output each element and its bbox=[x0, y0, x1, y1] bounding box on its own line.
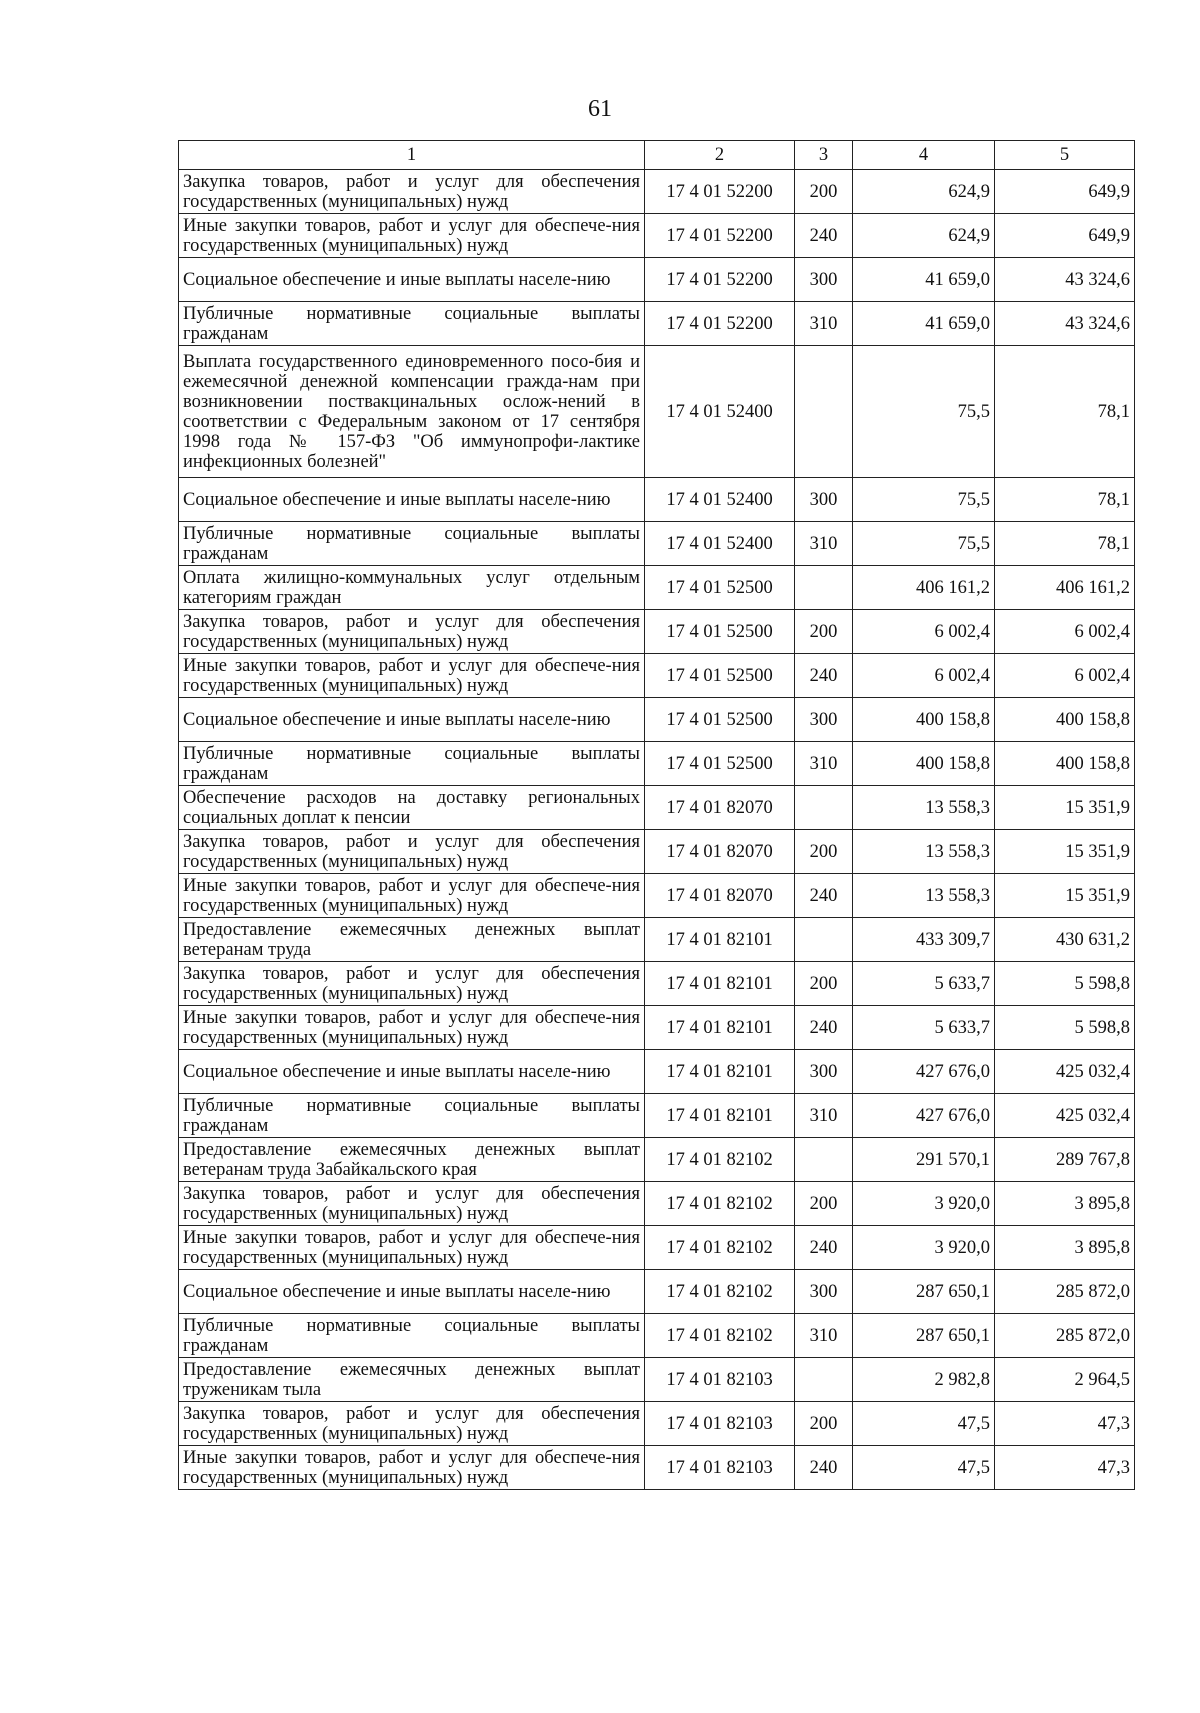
row-type-code bbox=[795, 918, 853, 962]
row-value-col4: 47,5 bbox=[853, 1402, 995, 1446]
row-code: 17 4 01 82102 bbox=[645, 1138, 795, 1182]
row-code: 17 4 01 52400 bbox=[645, 522, 795, 566]
row-description: Иные закупки товаров, работ и услуг для обеспече-ния государственных (муниципальных) нужд bbox=[179, 654, 645, 698]
row-type-code: 200 bbox=[795, 1182, 853, 1226]
row-description: Социальное обеспечение и иные выплаты населе-нию bbox=[179, 698, 645, 742]
row-code: 17 4 01 52400 bbox=[645, 478, 795, 522]
row-value-col4: 75,5 bbox=[853, 346, 995, 478]
table-row bbox=[179, 478, 1135, 522]
row-value-col4: 41 659,0 bbox=[853, 302, 995, 346]
table-row bbox=[179, 962, 1135, 1006]
row-value-col5: 5 598,8 bbox=[995, 962, 1135, 1006]
table-row bbox=[179, 1446, 1135, 1490]
row-type-code: 300 bbox=[795, 1050, 853, 1094]
row-description: Публичные нормативные социальные выплаты гражданам bbox=[179, 742, 645, 786]
row-value-col5: 425 032,4 bbox=[995, 1094, 1135, 1138]
row-description: Закупка товаров, работ и услуг для обеспечения государственных (муниципальных) нужд bbox=[179, 962, 645, 1006]
row-type-code: 200 bbox=[795, 962, 853, 1006]
row-type-code bbox=[795, 566, 853, 610]
row-code: 17 4 01 82102 bbox=[645, 1226, 795, 1270]
table-row bbox=[179, 170, 1135, 214]
row-code: 17 4 01 82101 bbox=[645, 962, 795, 1006]
row-value-col4: 427 676,0 bbox=[853, 1050, 995, 1094]
row-type-code: 200 bbox=[795, 1402, 853, 1446]
row-code: 17 4 01 82070 bbox=[645, 786, 795, 830]
page-number: 61 bbox=[588, 96, 612, 122]
row-description: Публичные нормативные социальные выплаты гражданам bbox=[179, 1094, 645, 1138]
row-value-col5: 78,1 bbox=[995, 478, 1135, 522]
row-value-col4: 400 158,8 bbox=[853, 698, 995, 742]
row-code: 17 4 01 82102 bbox=[645, 1314, 795, 1358]
row-value-col5: 285 872,0 bbox=[995, 1314, 1135, 1358]
row-description: Иные закупки товаров, работ и услуг для обеспече-ния государственных (муниципальных) нужд bbox=[179, 214, 645, 258]
row-value-col5: 15 351,9 bbox=[995, 874, 1135, 918]
table-row bbox=[179, 1226, 1135, 1270]
row-value-col4: 427 676,0 bbox=[853, 1094, 995, 1138]
row-value-col4: 6 002,4 bbox=[853, 654, 995, 698]
row-value-col4: 5 633,7 bbox=[853, 962, 995, 1006]
table-row bbox=[179, 742, 1135, 786]
row-code: 17 4 01 52500 bbox=[645, 566, 795, 610]
row-code: 17 4 01 82103 bbox=[645, 1358, 795, 1402]
row-value-col4: 3 920,0 bbox=[853, 1226, 995, 1270]
row-value-col4: 6 002,4 bbox=[853, 610, 995, 654]
row-description: Закупка товаров, работ и услуг для обеспечения государственных (муниципальных) нужд bbox=[179, 830, 645, 874]
row-value-col4: 624,9 bbox=[853, 214, 995, 258]
table-row bbox=[179, 874, 1135, 918]
row-description: Предоставление ежемесячных денежных выплат труженикам тыла bbox=[179, 1358, 645, 1402]
row-type-code: 310 bbox=[795, 522, 853, 566]
row-value-col5: 3 895,8 bbox=[995, 1226, 1135, 1270]
row-description: Социальное обеспечение и иные выплаты населе-нию bbox=[179, 478, 645, 522]
row-description: Иные закупки товаров, работ и услуг для обеспече-ния государственных (муниципальных) нужд bbox=[179, 1226, 645, 1270]
row-value-col5: 649,9 bbox=[995, 214, 1135, 258]
row-value-col4: 3 920,0 bbox=[853, 1182, 995, 1226]
row-code: 17 4 01 82070 bbox=[645, 830, 795, 874]
row-description: Закупка товаров, работ и услуг для обеспечения государственных (муниципальных) нужд bbox=[179, 1402, 645, 1446]
row-value-col5: 6 002,4 bbox=[995, 654, 1135, 698]
row-code: 17 4 01 82070 bbox=[645, 874, 795, 918]
table-row bbox=[179, 302, 1135, 346]
row-type-code bbox=[795, 1138, 853, 1182]
row-code: 17 4 01 52200 bbox=[645, 302, 795, 346]
row-type-code: 310 bbox=[795, 742, 853, 786]
row-value-col4: 47,5 bbox=[853, 1446, 995, 1490]
row-value-col4: 291 570,1 bbox=[853, 1138, 995, 1182]
table-row bbox=[179, 1314, 1135, 1358]
row-value-col5: 649,9 bbox=[995, 170, 1135, 214]
row-description: Социальное обеспечение и иные выплаты населе-нию bbox=[179, 258, 645, 302]
row-description: Публичные нормативные социальные выплаты гражданам bbox=[179, 522, 645, 566]
row-code: 17 4 01 82103 bbox=[645, 1446, 795, 1490]
row-type-code: 240 bbox=[795, 1226, 853, 1270]
row-description: Оплата жилищно-коммунальных услуг отдельным категориям граждан bbox=[179, 566, 645, 610]
row-value-col5: 400 158,8 bbox=[995, 698, 1135, 742]
row-value-col4: 624,9 bbox=[853, 170, 995, 214]
row-value-col4: 406 161,2 bbox=[853, 566, 995, 610]
table-row bbox=[179, 1050, 1135, 1094]
row-description: Публичные нормативные социальные выплаты гражданам bbox=[179, 1314, 645, 1358]
table-row bbox=[179, 566, 1135, 610]
row-value-col5: 430 631,2 bbox=[995, 918, 1135, 962]
row-description: Закупка товаров, работ и услуг для обеспечения государственных (муниципальных) нужд bbox=[179, 610, 645, 654]
row-description: Выплата государственного единовременного посо-бия и ежемесячной денежной компенсации гражда-нам при возникновении поствакцинальных ослож-нений в соответствии с Федеральным законом от 17 сентября 1998 года № 157-ФЗ "Об иммунопрофи-лактике инфекционных болезней" bbox=[179, 346, 645, 478]
column-header-2: 2 bbox=[645, 141, 795, 170]
table-row bbox=[179, 1094, 1135, 1138]
table-row bbox=[179, 1138, 1135, 1182]
table-row bbox=[179, 1006, 1135, 1050]
row-value-col4: 75,5 bbox=[853, 478, 995, 522]
row-type-code: 300 bbox=[795, 698, 853, 742]
row-value-col4: 2 982,8 bbox=[853, 1358, 995, 1402]
row-code: 17 4 01 82102 bbox=[645, 1182, 795, 1226]
row-value-col5: 47,3 bbox=[995, 1446, 1135, 1490]
row-code: 17 4 01 52500 bbox=[645, 698, 795, 742]
row-type-code: 300 bbox=[795, 478, 853, 522]
row-value-col4: 13 558,3 bbox=[853, 786, 995, 830]
row-type-code: 240 bbox=[795, 1006, 853, 1050]
row-value-col5: 43 324,6 bbox=[995, 258, 1135, 302]
row-type-code: 240 bbox=[795, 654, 853, 698]
table-body bbox=[179, 170, 1135, 1490]
table-row bbox=[179, 698, 1135, 742]
row-code: 17 4 01 52400 bbox=[645, 346, 795, 478]
row-value-col5: 6 002,4 bbox=[995, 610, 1135, 654]
row-type-code: 200 bbox=[795, 170, 853, 214]
row-code: 17 4 01 82102 bbox=[645, 1270, 795, 1314]
row-code: 17 4 01 52500 bbox=[645, 654, 795, 698]
row-description: Закупка товаров, работ и услуг для обеспечения государственных (муниципальных) нужд bbox=[179, 170, 645, 214]
row-value-col5: 3 895,8 bbox=[995, 1182, 1135, 1226]
row-description: Социальное обеспечение и иные выплаты населе-нию bbox=[179, 1270, 645, 1314]
table-row bbox=[179, 654, 1135, 698]
table-row bbox=[179, 1358, 1135, 1402]
row-code: 17 4 01 52500 bbox=[645, 610, 795, 654]
row-code: 17 4 01 82101 bbox=[645, 1094, 795, 1138]
row-value-col5: 425 032,4 bbox=[995, 1050, 1135, 1094]
row-value-col5: 285 872,0 bbox=[995, 1270, 1135, 1314]
row-type-code: 200 bbox=[795, 830, 853, 874]
row-value-col4: 75,5 bbox=[853, 522, 995, 566]
row-value-col4: 41 659,0 bbox=[853, 258, 995, 302]
row-type-code: 310 bbox=[795, 1094, 853, 1138]
table-row bbox=[179, 1270, 1135, 1314]
row-value-col4: 287 650,1 bbox=[853, 1314, 995, 1358]
row-value-col4: 287 650,1 bbox=[853, 1270, 995, 1314]
row-value-col4: 13 558,3 bbox=[853, 874, 995, 918]
row-description: Социальное обеспечение и иные выплаты населе-нию bbox=[179, 1050, 645, 1094]
row-value-col5: 289 767,8 bbox=[995, 1138, 1135, 1182]
row-code: 17 4 01 82101 bbox=[645, 918, 795, 962]
table-row bbox=[179, 1402, 1135, 1446]
row-code: 17 4 01 52200 bbox=[645, 214, 795, 258]
row-value-col5: 15 351,9 bbox=[995, 786, 1135, 830]
row-type-code: 310 bbox=[795, 302, 853, 346]
table-header-row bbox=[179, 141, 1135, 170]
table-row bbox=[179, 610, 1135, 654]
table-row bbox=[179, 1182, 1135, 1226]
row-value-col4: 13 558,3 bbox=[853, 830, 995, 874]
table-row bbox=[179, 258, 1135, 302]
row-type-code: 300 bbox=[795, 1270, 853, 1314]
column-header-5: 5 bbox=[995, 141, 1135, 170]
budget-table bbox=[178, 140, 1135, 1490]
row-type-code: 240 bbox=[795, 214, 853, 258]
row-type-code: 200 bbox=[795, 610, 853, 654]
row-description: Иные закупки товаров, работ и услуг для обеспече-ния государственных (муниципальных) нужд bbox=[179, 1446, 645, 1490]
row-value-col5: 43 324,6 bbox=[995, 302, 1135, 346]
row-type-code: 240 bbox=[795, 1446, 853, 1490]
row-value-col5: 78,1 bbox=[995, 346, 1135, 478]
row-value-col5: 5 598,8 bbox=[995, 1006, 1135, 1050]
row-value-col4: 400 158,8 bbox=[853, 742, 995, 786]
row-value-col5: 406 161,2 bbox=[995, 566, 1135, 610]
row-description: Иные закупки товаров, работ и услуг для обеспече-ния государственных (муниципальных) нужд bbox=[179, 1006, 645, 1050]
table-row bbox=[179, 214, 1135, 258]
row-description: Предоставление ежемесячных денежных выплат ветеранам труда Забайкальского края bbox=[179, 1138, 645, 1182]
column-header-4: 4 bbox=[853, 141, 995, 170]
row-value-col4: 5 633,7 bbox=[853, 1006, 995, 1050]
row-type-code bbox=[795, 786, 853, 830]
row-type-code bbox=[795, 346, 853, 478]
table-row bbox=[179, 522, 1135, 566]
row-type-code: 240 bbox=[795, 874, 853, 918]
row-description: Предоставление ежемесячных денежных выплат ветеранам труда bbox=[179, 918, 645, 962]
row-value-col5: 78,1 bbox=[995, 522, 1135, 566]
row-code: 17 4 01 82101 bbox=[645, 1050, 795, 1094]
row-description: Обеспечение расходов на доставку региональных социальных доплат к пенсии bbox=[179, 786, 645, 830]
row-description: Публичные нормативные социальные выплаты гражданам bbox=[179, 302, 645, 346]
row-code: 17 4 01 52200 bbox=[645, 170, 795, 214]
column-header-3: 3 bbox=[795, 141, 853, 170]
table-row bbox=[179, 918, 1135, 962]
row-code: 17 4 01 52500 bbox=[645, 742, 795, 786]
row-value-col4: 433 309,7 bbox=[853, 918, 995, 962]
row-code: 17 4 01 82101 bbox=[645, 1006, 795, 1050]
row-type-code: 300 bbox=[795, 258, 853, 302]
table-row bbox=[179, 786, 1135, 830]
row-type-code: 310 bbox=[795, 1314, 853, 1358]
row-description: Иные закупки товаров, работ и услуг для обеспече-ния государственных (муниципальных) нужд bbox=[179, 874, 645, 918]
row-code: 17 4 01 52200 bbox=[645, 258, 795, 302]
row-description: Закупка товаров, работ и услуг для обеспечения государственных (муниципальных) нужд bbox=[179, 1182, 645, 1226]
row-value-col5: 47,3 bbox=[995, 1402, 1135, 1446]
column-header-1: 1 bbox=[179, 141, 645, 170]
row-value-col5: 2 964,5 bbox=[995, 1358, 1135, 1402]
row-value-col5: 400 158,8 bbox=[995, 742, 1135, 786]
row-code: 17 4 01 82103 bbox=[645, 1402, 795, 1446]
row-value-col5: 15 351,9 bbox=[995, 830, 1135, 874]
row-type-code bbox=[795, 1358, 853, 1402]
table-row bbox=[179, 830, 1135, 874]
table-row bbox=[179, 346, 1135, 478]
